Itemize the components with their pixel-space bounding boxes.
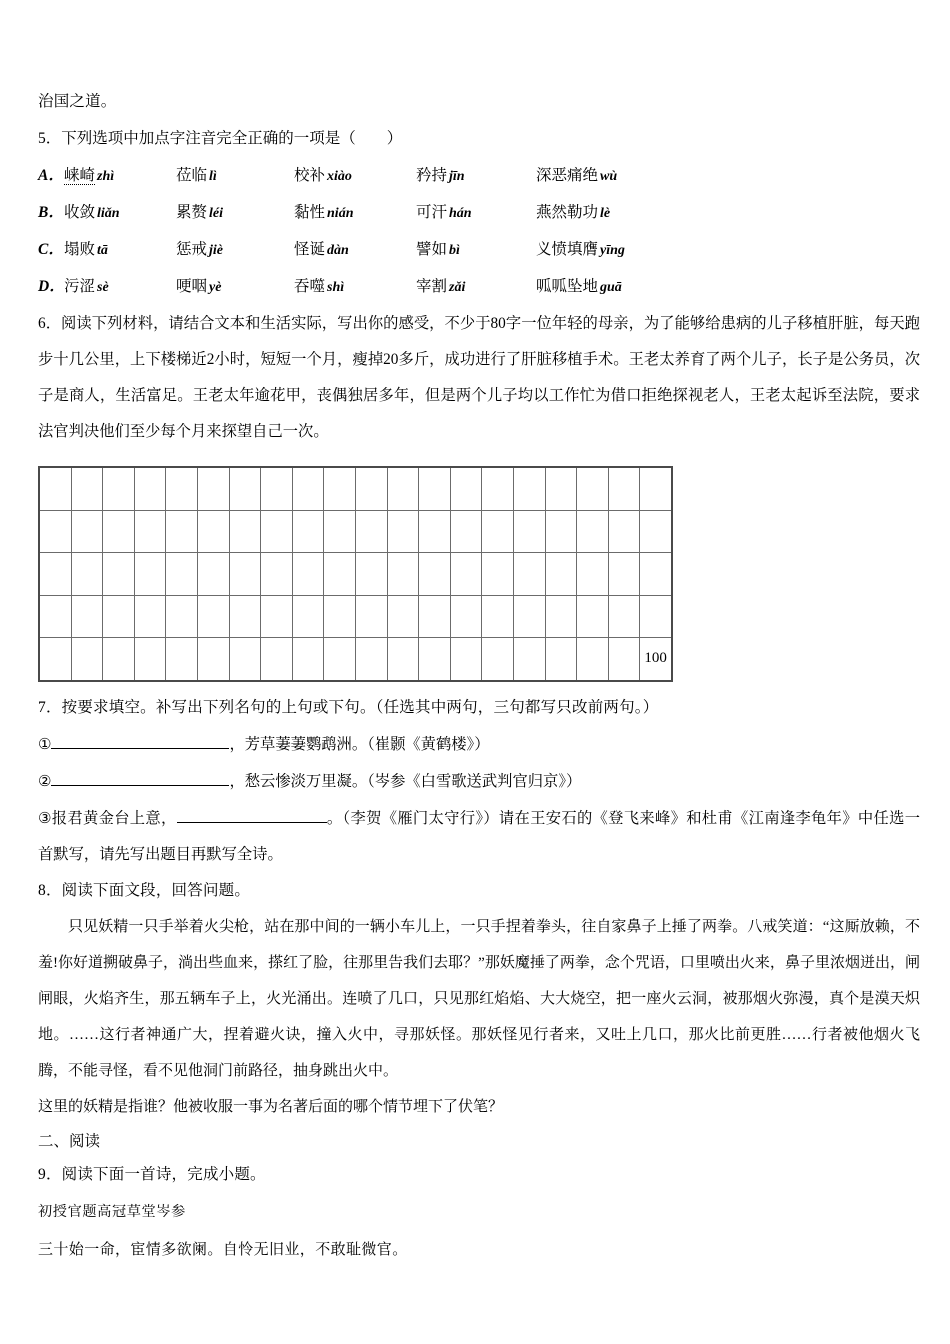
writing-grid-cell[interactable]: [450, 553, 482, 596]
question-9-prompt: [38, 1157, 920, 1193]
choice-item: 吞噬 shì: [294, 278, 345, 295]
writing-grid-cell[interactable]: [545, 638, 577, 681]
writing-grid-cell[interactable]: [482, 638, 514, 681]
writing-grid-cell[interactable]: [292, 510, 324, 553]
writing-grid-cell[interactable]: [608, 510, 640, 553]
choice-item: 崃崎 zhì: [64, 167, 115, 184]
writing-grid-row: [39, 467, 672, 510]
writing-grid-cell[interactable]: [577, 553, 609, 596]
choice-item: 塌败 tā: [64, 241, 108, 258]
writing-grid-cell[interactable]: [577, 638, 609, 681]
writing-grid-cell[interactable]: [355, 595, 387, 638]
question-9-number: 9．: [38, 1165, 62, 1183]
writing-grid-cell[interactable]: [39, 510, 71, 553]
writing-grid-cell[interactable]: [640, 510, 672, 553]
writing-grid-cell[interactable]: [71, 595, 103, 638]
writing-grid-cell[interactable]: [229, 467, 261, 510]
writing-grid-cell[interactable]: [166, 595, 198, 638]
writing-grid-cell[interactable]: [134, 510, 166, 553]
writing-grid-cell[interactable]: [261, 510, 293, 553]
writing-grid-cell[interactable]: [292, 553, 324, 596]
question-7-number: 7．: [38, 698, 62, 716]
writing-grid-cell[interactable]: [545, 595, 577, 638]
writing-grid-cell[interactable]: [545, 553, 577, 596]
writing-grid-cell[interactable]: [513, 467, 545, 510]
choice-item: 可汗 hán: [416, 204, 472, 221]
poem-line-1: 三十始一命，宦情多欲阑。自怜无旧业，不敢耻微官。: [38, 1241, 408, 1258]
writing-grid-cell[interactable]: [229, 638, 261, 681]
question-7-prompt: [38, 690, 920, 726]
writing-grid-cell[interactable]: [355, 467, 387, 510]
writing-grid-cell[interactable]: [608, 467, 640, 510]
writing-grid-cell[interactable]: [197, 595, 229, 638]
writing-grid-cell[interactable]: [450, 595, 482, 638]
question-5-choices: [38, 158, 920, 306]
writing-grid-cell[interactable]: [577, 510, 609, 553]
question-5-number: 5．: [38, 130, 62, 147]
writing-grid-cell[interactable]: [513, 510, 545, 553]
choice-option-d[interactable]: [38, 269, 920, 306]
choice-item: 校补 xiào: [294, 167, 352, 184]
fill-blank-item-2: [38, 763, 920, 800]
writing-grid-cell[interactable]: [577, 595, 609, 638]
writing-grid-cell[interactable]: [103, 553, 135, 596]
choice-item: 惩戒 jiè: [176, 241, 224, 258]
writing-grid-cell[interactable]: [608, 638, 640, 681]
writing-grid-cell[interactable]: [103, 638, 135, 681]
writing-grid-cell[interactable]: [197, 638, 229, 681]
writing-grid-cell[interactable]: [134, 553, 166, 596]
choice-letter-a: A．: [38, 167, 64, 184]
writing-grid-row: [39, 510, 672, 553]
section-2-heading: 二、阅读: [38, 1132, 101, 1150]
writing-grid-cell[interactable]: [450, 467, 482, 510]
question-8-prompt: [38, 873, 920, 909]
writing-grid-cell[interactable]: [39, 638, 71, 681]
writing-grid-cell[interactable]: [419, 510, 451, 553]
poem-title: 初授官题高冠草堂岑参: [38, 1203, 186, 1220]
writing-grid-cell[interactable]: [292, 638, 324, 681]
writing-grid-cell[interactable]: [292, 467, 324, 510]
writing-answer-grid[interactable]: [38, 466, 673, 682]
writing-grid-cell[interactable]: [39, 553, 71, 596]
writing-grid-cell[interactable]: [387, 467, 419, 510]
question-5-text: 下列选项中加点字注音完全正确的一项是（ ）: [61, 130, 403, 147]
choice-option-c[interactable]: [38, 232, 920, 269]
choice-item: 累赘 léi: [176, 204, 224, 221]
writing-grid-cell[interactable]: [134, 467, 166, 510]
blank-before-text-3: 报君黄金台上意，: [51, 809, 177, 827]
writing-grid-cell[interactable]: [324, 510, 356, 553]
blank-marker-2: ②: [38, 771, 52, 790]
continuation-line: 治国之道。: [38, 93, 117, 110]
writing-grid-cell[interactable]: [387, 510, 419, 553]
writing-grid-cell[interactable]: [166, 510, 198, 553]
writing-grid-cell[interactable]: [292, 595, 324, 638]
choice-item: 宰割 zǎi: [416, 278, 466, 295]
question-6-number: 6．: [38, 315, 62, 332]
question-8-question: 这里的妖精是指谁？他被收服一事为名著后面的哪个情节埋下了伏笔？: [38, 1098, 504, 1115]
question-5-prompt: [38, 122, 920, 156]
question-8-passage: 只见妖精一只手举着火尖枪，站在那中间的一辆小车儿上，一只手捏着拳头，往自家鼻子上捶了两拳。八戒笑道：“这厮放赖，不羞!你好道搠破鼻子，淌出些血来，搽红了脸，往那里告我们去耶？”那妖魔捶了两拳，念个咒语，口里喷出火来，鼻子里浓烟迸出，闸闸眼，火焰齐生，那五辆车子上，火光涌出。连喷了几口，只见那红焰焰、大大烧空，把一座火云洞，被那烟火弥漫，真个是漠天炽地。……这行者神通广大，捏着避火诀，撞入火中，寻那妖怪。那妖怪见行者来，又吐上几口，那火比前更胜……行者被他烟火飞腾，不能寻怪，看不见他洞门前路径，抽身跳出火中。: [38, 918, 920, 1079]
writing-grid-cell[interactable]: [134, 595, 166, 638]
writing-grid-cell[interactable]: [103, 510, 135, 553]
blank-marker-3: ③: [38, 808, 52, 827]
choice-item: 莅临 lì: [176, 167, 217, 184]
writing-grid-cell[interactable]: [134, 638, 166, 681]
blank-after-text-3: 。（李贺《雁门太守行》）请在王安石的《登飞来峰》和杜甫《江南逢李龟年》中任选一首默写，请先写出题目再默写全诗。: [38, 809, 920, 863]
writing-grid-cell[interactable]: [324, 467, 356, 510]
writing-grid-cell[interactable]: [324, 553, 356, 596]
writing-grid-cell[interactable]: [482, 510, 514, 553]
writing-grid-row: [39, 553, 672, 596]
writing-grid-cell[interactable]: [324, 595, 356, 638]
writing-grid-cell[interactable]: [197, 510, 229, 553]
choice-option-b[interactable]: [38, 195, 920, 232]
writing-grid-cell[interactable]: [71, 638, 103, 681]
writing-grid-cell[interactable]: [482, 595, 514, 638]
choice-item: 怪诞 dàn: [294, 241, 349, 258]
writing-grid-cell[interactable]: [197, 553, 229, 596]
fill-blank-item-1: [38, 726, 920, 763]
answer-grid-wrapper: [38, 466, 920, 682]
writing-grid-cell[interactable]: [482, 467, 514, 510]
choice-item: 哽咽 yè: [176, 278, 222, 295]
fill-blank-item-3: [38, 800, 920, 873]
writing-grid-cell[interactable]: [71, 467, 103, 510]
choice-item: 义愤填膺 yīng: [536, 241, 625, 258]
writing-grid-cell[interactable]: [261, 553, 293, 596]
writing-grid-cell[interactable]: [545, 467, 577, 510]
writing-grid-cell[interactable]: [103, 467, 135, 510]
writing-grid-cell[interactable]: [450, 638, 482, 681]
writing-grid-row: [39, 638, 672, 681]
writing-grid-cell[interactable]: [355, 638, 387, 681]
writing-grid-cell[interactable]: [419, 553, 451, 596]
choice-item: 燕然勒功 lè: [536, 204, 611, 221]
writing-grid-cell[interactable]: [355, 553, 387, 596]
writing-grid-cell[interactable]: [261, 595, 293, 638]
writing-grid-cell[interactable]: [513, 553, 545, 596]
writing-grid-cell[interactable]: [419, 595, 451, 638]
writing-grid-cell[interactable]: [640, 467, 672, 510]
writing-grid-cell[interactable]: [229, 595, 261, 638]
question-8-number: 8．: [38, 881, 62, 899]
writing-grid-cell[interactable]: [166, 638, 198, 681]
page-content: [38, 84, 920, 1269]
writing-grid-cell[interactable]: [387, 595, 419, 638]
choice-item: 呱呱坠地 guā: [536, 278, 622, 295]
writing-grid-cell[interactable]: [229, 510, 261, 553]
writing-grid-cell[interactable]: [545, 510, 577, 553]
writing-grid-cell[interactable]: [166, 553, 198, 596]
writing-grid-cell[interactable]: [166, 467, 198, 510]
writing-grid-cell[interactable]: [482, 553, 514, 596]
writing-grid-cell[interactable]: [513, 595, 545, 638]
blank-marker-1: ①: [38, 734, 52, 753]
writing-grid-cell[interactable]: [419, 638, 451, 681]
blank-after-text-2: ，愁云惨淡万里凝。（岑参《白雪歌送武判官归京》）: [229, 772, 582, 790]
writing-grid-cell[interactable]: [39, 595, 71, 638]
choice-letter-c: C．: [38, 241, 64, 258]
writing-grid-count-label[interactable]: 100: [640, 638, 672, 681]
fill-blank-input-1[interactable]: [51, 748, 229, 749]
writing-grid-cell[interactable]: [387, 638, 419, 681]
writing-grid-cell[interactable]: [39, 467, 71, 510]
writing-grid-row: [39, 595, 672, 638]
choice-letter-b: B．: [38, 204, 64, 221]
writing-grid-cell[interactable]: [261, 467, 293, 510]
writing-grid-cell[interactable]: [103, 595, 135, 638]
fill-blank-input-3[interactable]: [177, 822, 327, 823]
fill-blank-input-2[interactable]: [51, 785, 229, 786]
writing-grid-body: [39, 467, 672, 681]
choice-item: 矜持 jīn: [416, 167, 465, 184]
writing-grid-cell[interactable]: [419, 467, 451, 510]
choice-option-a[interactable]: [38, 158, 920, 195]
choice-item: 污涩 sè: [64, 278, 109, 295]
question-9-text: 阅读下面一首诗，完成小题。: [61, 1165, 266, 1183]
question-6-text: [38, 306, 920, 450]
writing-grid-cell[interactable]: [608, 595, 640, 638]
writing-grid-cell[interactable]: [324, 638, 356, 681]
choice-item: 黏性 nián: [294, 204, 354, 221]
choice-item: 收敛 liǎn: [64, 204, 120, 221]
blank-after-text-1: ，芳草萋萋鹦鹉洲。（崔颢《黄鹤楼》）: [229, 735, 490, 753]
writing-grid-cell[interactable]: [71, 510, 103, 553]
choice-letter-d: D．: [38, 278, 65, 295]
writing-grid-cell[interactable]: [387, 553, 419, 596]
writing-grid-cell[interactable]: [197, 467, 229, 510]
writing-grid-cell[interactable]: [261, 638, 293, 681]
choice-item: 譬如 bì: [416, 241, 460, 258]
writing-grid-cell[interactable]: [577, 467, 609, 510]
choice-item: 深恶痛绝 wù: [536, 167, 618, 184]
writing-grid-cell[interactable]: [640, 553, 672, 596]
writing-grid-cell[interactable]: [608, 553, 640, 596]
question-7-text: 按要求填空。补写出下列名句的上句或下句。（任选其中两句，三句都写只改前两句。）: [61, 698, 659, 716]
question-8-text: 阅读下面文段，回答问题。: [61, 881, 251, 899]
writing-grid-cell[interactable]: [640, 595, 672, 638]
question-6-body: 阅读下列材料，请结合文本和生活实际，写出你的感受，不少于80字一位年轻的母亲，为了能够给患病的儿子移植肝脏，每天跑步十几公里，上下楼梯近2小时，短短一个月，瘦掉20多斤，成功进行了肝脏移植手术。王老太养育了两个儿子，长子是公务员，次子是商人，生活富足。王老太年逾花甲，丧偶独居多年，但是两个儿子均以工作忙为借口拒绝探视老人，王老太起诉至法院，要求法官判决他们至少每个月来探望自己一次。: [38, 315, 920, 440]
writing-grid-cell[interactable]: [71, 553, 103, 596]
writing-grid-cell[interactable]: [513, 638, 545, 681]
writing-grid-cell[interactable]: [450, 510, 482, 553]
writing-grid-cell[interactable]: [229, 553, 261, 596]
writing-grid-cell[interactable]: [355, 510, 387, 553]
